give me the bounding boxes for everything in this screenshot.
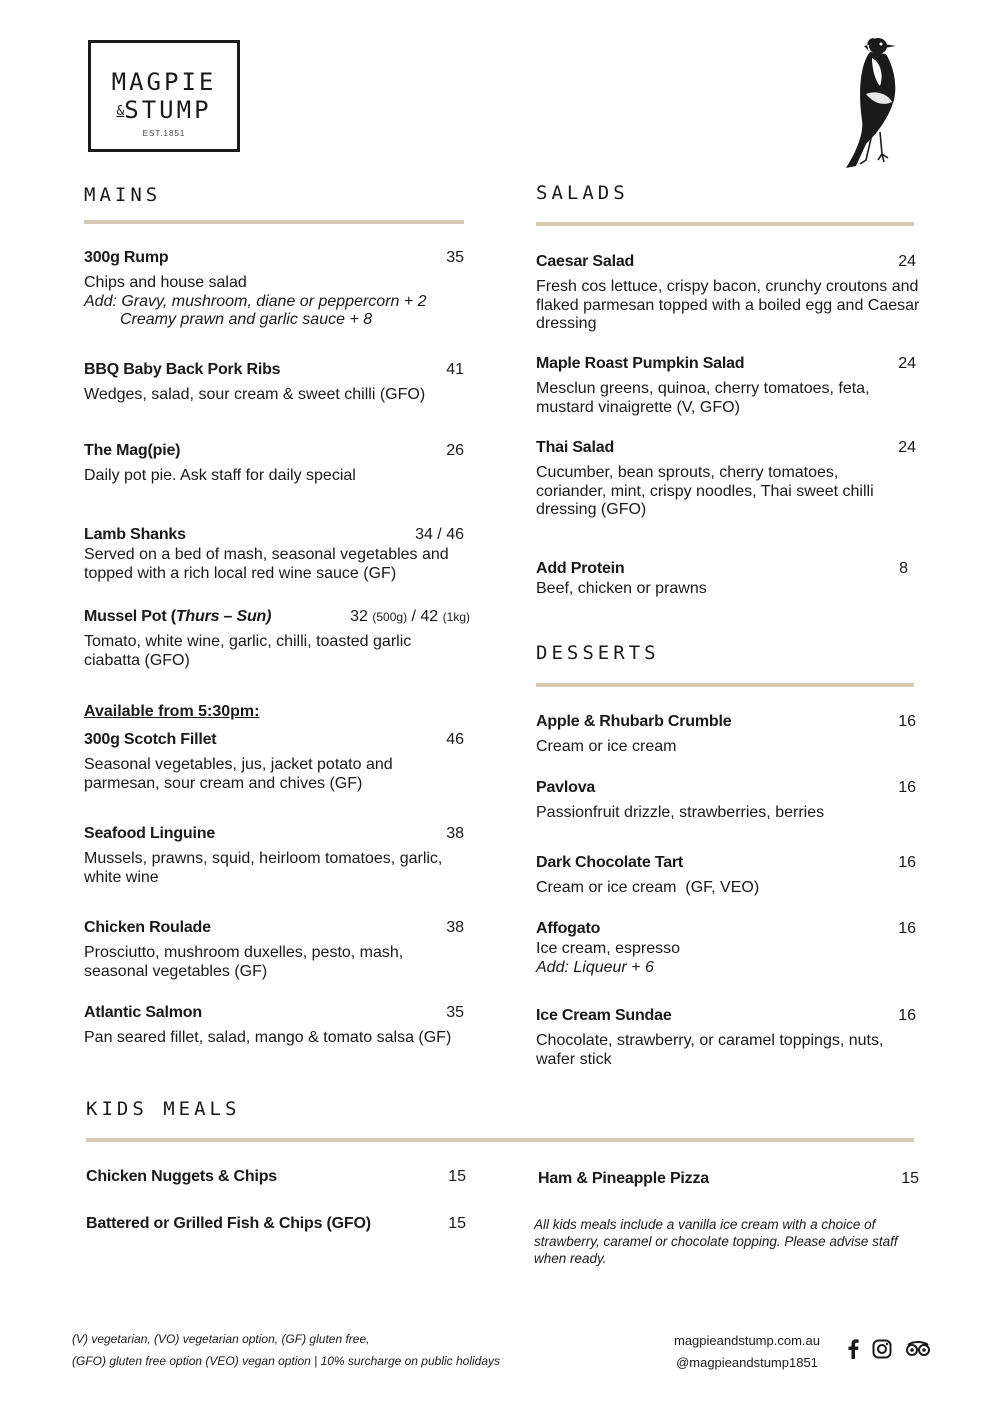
item-price: 26 [446,442,464,459]
menu-item-chicken-roulade [84,918,464,981]
item-name: BBQ Baby Back Pork Ribs [84,361,281,378]
item-name: Ice Cream Sundae [536,1007,672,1024]
item-price: 16 [898,779,916,796]
logo-word-stump [91,97,237,125]
menu-item-seafood-linguine [84,824,464,887]
item-description: Fresh cos lettuce, crispy bacon, crunchy croutons and flaked parmesan topped with a boiled egg and Caesar dressing [536,278,920,332]
item-price: 15 [448,1215,466,1232]
item-description: Prosciutto, mushroom duxelles, pesto, mash, seasonal vegetables (GF) [84,944,404,980]
item-price [350,607,470,627]
section-title-salads: SALADS [536,182,629,204]
item-name: Affogato [536,920,601,937]
logo-established: EST.1851 [142,129,186,138]
item-price: 35 [446,249,464,266]
item-description: Wedges, salad, sour cream & sweet chilli (GFO) [84,386,426,403]
item-price: 16 [898,713,916,730]
dietary-legend-line1: (V) vegetarian, (VO) vegetarian option, (GF) gluten free, [72,1332,370,1346]
item-name: Lamb Shanks [84,526,186,543]
price-1kg-unit: (1kg) [442,610,470,624]
menu-item-chocolate-tart [536,853,916,898]
item-price: 24 [898,253,916,270]
item-price: 24 [898,439,916,456]
section-rule [86,1138,914,1142]
item-price: 8 [899,560,908,577]
item-price: 38 [446,825,464,842]
dietary-legend-line2: (GFO) gluten free option (VEO) vegan option | 10% surcharge on public holidays [72,1354,501,1368]
item-description: Mussels, prawns, squid, heirloom tomatoes, garlic, white wine [84,850,443,886]
item-name: The Mag(pie) [84,442,181,459]
instagram-icon[interactable] [872,1339,892,1359]
item-name-days: Thurs – Sun) [175,608,272,625]
magpie-illustration-icon [836,34,908,174]
item-description: Cucumber, bean sprouts, cherry tomatoes, coriander, mint, crispy noodles, Thai sweet chilli dressing (GFO) [536,464,874,518]
menu-item-pizza [538,1169,919,1189]
item-description: Pan seared fillet, salad, mango & tomato salsa (GF) [84,1029,452,1046]
item-name: 300g Rump [84,249,169,266]
menu-item-fish-and-chips [86,1214,466,1234]
item-description: Tomato, white wine, garlic, chilli, toasted garlic ciabatta (GFO) [84,633,412,669]
menu-item-scotch-fillet [84,730,464,793]
item-name: Seafood Linguine [84,825,216,842]
item-name: Add Protein [536,560,625,577]
item-price: 24 [898,355,916,372]
item-description: Beef, chicken or prawns [536,580,707,597]
item-description: Ice cream, espresso [536,940,681,957]
item-name: Battered or Grilled Fish & Chips (GFO) [86,1215,371,1232]
menu-item-crumble [536,712,916,757]
item-description: Served on a bed of mash, seasonal vegetables and topped with a rich local red wine sauce (GF) [84,546,449,582]
item-name: Ham & Pineapple Pizza [538,1170,709,1187]
item-price: 16 [898,1007,916,1024]
logo-ampersand: & [116,104,125,119]
item-price: 35 [446,1004,464,1021]
item-description: Mesclun greens, quinoa, cherry tomatoes, feta, mustard vinaigrette (V, GFO) [536,380,870,416]
item-price: 38 [446,919,464,936]
logo-word-magpie: MAGPIE [111,68,217,96]
menu-item-ice-cream-sundae [536,1006,916,1069]
social-icons [846,1339,932,1359]
item-name: Chicken Nuggets & Chips [86,1168,277,1185]
menu-item-chicken-nuggets [86,1167,466,1187]
section-title-mains: MAINS [84,184,162,206]
item-name: 300g Scotch Fillet [84,731,217,748]
menu-item-ribs [84,360,464,405]
section-title-kids-meals: KIDS MEALS [86,1098,241,1120]
item-description: Chips and house salad [84,274,247,291]
menu-item-add-protein [536,559,908,599]
tripadvisor-icon[interactable] [904,1339,932,1359]
menu-item-lamb-shanks [84,525,464,583]
item-addon: Add: Liqueur + 6 [536,958,654,976]
kids-meals-note: All kids meals include a vanilla ice cream with a choice of strawberry, caramel or chocolate topping. Please advise staff when ready. [534,1217,898,1266]
availability-note: Available from 5:30pm: [84,703,260,720]
section-rule [536,683,914,687]
item-price: 16 [898,920,916,937]
menu-item-rump [84,248,464,330]
price-500g: 32 [350,608,368,625]
item-name: Maple Roast Pumpkin Salad [536,355,745,372]
item-description: Daily pot pie. Ask staff for daily special [84,467,356,484]
menu-item-magpie [84,441,464,486]
item-price: 16 [898,854,916,871]
menu-item-pumpkin-salad [536,354,916,417]
logo-stump-text: STUMP [124,96,212,124]
item-name: Chicken Roulade [84,919,211,936]
item-description: Chocolate, strawberry, or caramel toppings, nuts, wafer stick [536,1032,884,1068]
item-name: Atlantic Salmon [84,1004,202,1021]
item-price: 46 [446,731,464,748]
menu-item-atlantic-salmon [84,1003,464,1048]
menu-item-caesar-salad [536,252,920,334]
item-price: 34 / 46 [415,526,464,543]
item-name [84,607,271,627]
item-name-main: Mussel Pot ( [84,608,176,625]
item-name: Apple & Rhubarb Crumble [536,713,732,730]
menu-item-mussel-pot [84,607,470,670]
logo [88,40,240,152]
menu-item-affogato [536,919,916,977]
item-price: 15 [901,1170,919,1187]
item-price: 15 [448,1168,466,1185]
facebook-icon[interactable] [846,1339,860,1359]
item-description: Passionfruit drizzle, strawberries, berries [536,804,825,821]
item-description: Cream or ice cream (GF, VEO) [536,879,760,896]
section-title-desserts: DESSERTS [536,642,660,664]
section-rule [536,222,914,226]
social-handle[interactable]: @magpieandstump1851 [676,1355,818,1370]
price-1kg: / 42 [411,608,439,625]
price-500g-unit: (500g) [372,610,408,624]
menu-item-pavlova [536,778,916,823]
item-description: Cream or ice cream [536,738,677,755]
item-addon: Add: Gravy, mushroom, diane or peppercorn + 2 [84,292,427,310]
item-name: Dark Chocolate Tart [536,854,684,871]
item-name: Thai Salad [536,439,615,456]
item-name: Pavlova [536,779,596,796]
item-addon: Creamy prawn and garlic sauce + 8 [120,311,373,328]
section-rule [84,220,464,224]
website-link[interactable]: magpieandstump.com.au [674,1333,820,1348]
item-description: Seasonal vegetables, jus, jacket potato and parmesan, sour cream and chives (GF) [84,756,393,792]
item-price: 41 [446,361,464,378]
menu-item-thai-salad [536,438,916,520]
item-name: Caesar Salad [536,253,635,270]
